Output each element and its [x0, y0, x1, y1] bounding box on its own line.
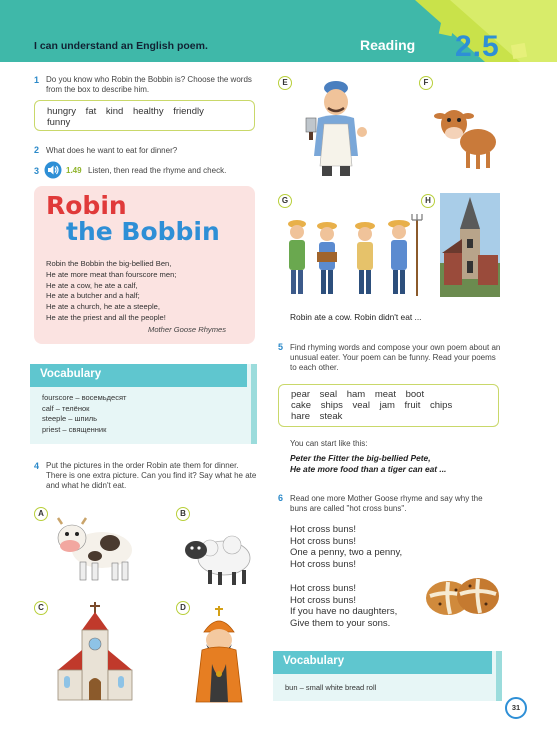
word-list: pear seal ham meat boot	[291, 389, 425, 400]
poem-credit: Mother Goose Rhymes	[148, 325, 227, 334]
task-number: 1	[34, 75, 40, 85]
word-box-1	[34, 100, 255, 131]
word-list: hare steak	[291, 411, 343, 422]
rhyme-stanza-1	[290, 524, 402, 570]
task-number: 6	[278, 493, 284, 503]
task-number: 4	[34, 461, 40, 471]
picture-label-f: F	[419, 76, 433, 90]
poem-text	[46, 259, 176, 324]
lesson-number: 2.5	[455, 30, 500, 63]
vocabulary-list	[285, 683, 376, 694]
picture-label-d: D	[176, 601, 190, 615]
picture-label-c: C	[34, 601, 48, 615]
hot-cross-buns-illustration	[424, 568, 500, 620]
task-number: 5	[278, 342, 284, 352]
section-label: Reading	[360, 37, 416, 53]
poem-line: He ate a butcher and a half;	[46, 291, 140, 301]
poem-line: He ate a cow, he ate a calf,	[46, 280, 138, 290]
task-3-text: Listen, then read the rhyme and check.	[88, 166, 227, 175]
vocab-item: priest – священник	[42, 424, 107, 434]
prompt-text: You can start like this:	[290, 439, 368, 448]
vocab-accent-bar	[496, 651, 502, 701]
cow-illustration	[50, 510, 138, 585]
vocab-item: calf – телёнок	[42, 403, 90, 413]
vocabulary-heading: Vocabulary	[273, 651, 492, 674]
poem-title: Robin	[46, 191, 127, 220]
task-number: 2	[34, 145, 40, 155]
picture-label-g: G	[278, 194, 292, 208]
poem-line: He ate more meat than fourscore men;	[46, 269, 177, 279]
vocab-item: fourscore – восемьдесят	[42, 393, 127, 402]
rhyme-line: Hot cross buns!	[290, 594, 356, 606]
rhyme-line: Hot cross buns!	[290, 558, 356, 570]
deco-square	[511, 43, 527, 59]
page-number: 31	[505, 697, 527, 719]
audio-speaker-icon[interactable]	[44, 161, 62, 179]
starter-line: He ate more food than a tiger can eat ...	[290, 464, 447, 474]
rhyme-line: One a penny, two a penny,	[290, 547, 403, 558]
audio-track-number: 1.49	[66, 166, 82, 175]
task-1-text: Do you know who Robin the Bobbin is? Choose the words from the box to describe him.	[46, 75, 252, 94]
rhyme-line: Give them to your sons.	[290, 617, 391, 629]
word-list: hungry fat kind healthy friendly	[47, 106, 204, 117]
task-number: 3	[34, 166, 40, 176]
picture-label-b: B	[176, 507, 190, 521]
rhyme-stanza-2	[290, 583, 397, 629]
church-illustration	[52, 600, 138, 702]
word-box-5	[278, 384, 499, 427]
vocab-accent-bar	[251, 364, 257, 444]
calf-illustration	[434, 98, 500, 172]
poem-line: Robin the Bobbin the big-bellied Ben,	[46, 259, 172, 268]
example-sentence: Robin ate a cow. Robin didn't eat ...	[290, 312, 422, 322]
poem-line: He ate a church, he ate a steeple,	[46, 302, 160, 312]
vocab-item: steeple – шпиль	[42, 414, 98, 423]
starter-line: Peter the Fitter the big-bellied Pete,	[290, 453, 431, 463]
poem-title: the Bobbin	[66, 217, 220, 246]
task-4-text: Put the pictures in the order Robin ate them for dinner. There is one extra picture. Can you find it? Say what he ate and what he didn't eat.	[46, 461, 257, 490]
task-6-text: Read one more Mother Goose rhyme and say why the buns are called "hot cross buns".	[290, 494, 483, 513]
picture-label-e: E	[278, 76, 292, 90]
word-list: cake ships veal jam fruit chips	[291, 400, 453, 411]
lesson-goal: I can understand an English poem.	[34, 40, 208, 52]
church-photo	[440, 193, 500, 297]
rhyme-line: Hot cross buns!	[290, 535, 356, 547]
vocab-item: bun – small white bread roll	[285, 683, 377, 692]
word-list: funny	[47, 117, 71, 128]
rhyme-line: Hot cross buns!	[290, 583, 356, 594]
people-illustration	[281, 212, 429, 298]
picture-label-a: A	[34, 507, 48, 521]
vocabulary-heading: Vocabulary	[30, 364, 247, 387]
task-5-text: Find rhyming words and compose your own poem about an unusual eater. Your poem can be funny. Read your poems to each other.	[290, 343, 501, 372]
rhyme-line: Hot cross buns!	[290, 524, 356, 535]
vocabulary-list	[42, 393, 126, 435]
task-2-text: What does he want to eat for dinner?	[46, 146, 178, 155]
picture-label-h: H	[421, 194, 435, 208]
sheep-illustration	[180, 528, 256, 588]
priest-illustration	[186, 604, 252, 704]
rhyme-line: If you have no daughters,	[290, 606, 398, 617]
deco-square	[439, 21, 454, 36]
butcher-illustration	[296, 78, 376, 178]
poem-line: He ate the priest and all the people!	[46, 312, 166, 322]
